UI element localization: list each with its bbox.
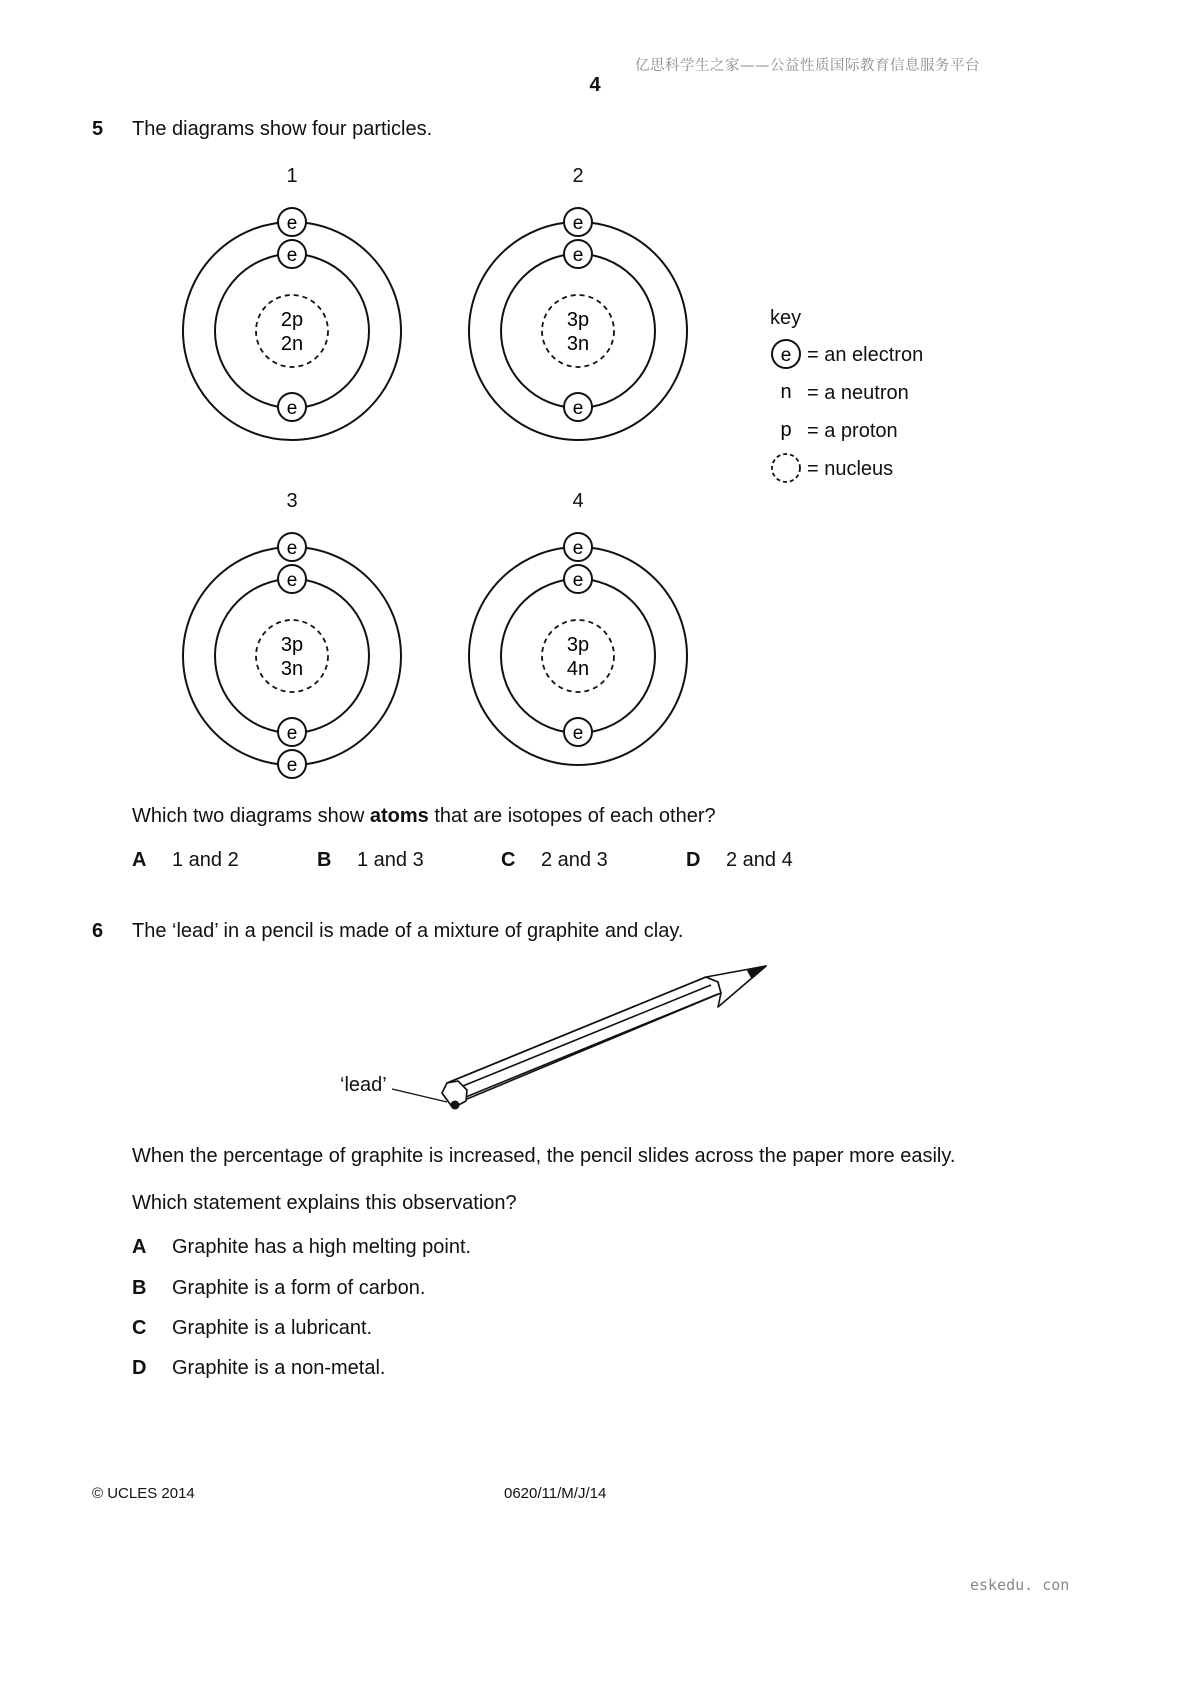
key-proton-text: = a proton <box>807 420 898 442</box>
site-watermark: eskedu. con <box>970 1576 1070 1594</box>
svg-text:e: e <box>780 345 792 366</box>
pencil-lead-dot <box>451 1101 460 1110</box>
q5-option-c-letter: C <box>501 849 516 871</box>
particle-2-label: 2 <box>572 165 584 187</box>
question-6-number: 6 <box>92 920 104 942</box>
nucleus-2-neutrons: 3n <box>566 333 590 355</box>
question-5-stem: The diagrams show four particles. <box>132 118 433 140</box>
key-title: key <box>770 307 802 329</box>
nucleus-1-protons: 2p <box>280 309 304 331</box>
atom-diagram-4 <box>469 533 687 765</box>
nucleus-2-protons: 3p <box>566 309 590 331</box>
atom-diagram-3 <box>183 533 401 778</box>
q6-option-d-letter: D <box>132 1357 147 1379</box>
page-number: 4 <box>589 74 601 96</box>
question-6-stem: The ‘lead’ in a pencil is made of a mixture of graphite and clay. <box>132 920 684 942</box>
nucleus-4-neutrons: 4n <box>566 658 590 680</box>
key-neutron-text: = a neutron <box>807 382 909 404</box>
atom-diagram-1 <box>183 208 401 440</box>
svg-text:e: e <box>572 538 584 559</box>
electron <box>564 533 592 561</box>
electron <box>278 240 306 268</box>
q5-option-d-text: 2 and 4 <box>726 849 793 871</box>
electron <box>278 565 306 593</box>
particle-4-label: 4 <box>572 490 584 512</box>
pencil-lead-label: ‘lead’ <box>340 1074 387 1096</box>
nucleus-1 <box>256 295 328 367</box>
q6-option-b-letter: B <box>132 1277 147 1299</box>
svg-text:e: e <box>286 723 298 744</box>
question-6-prompt: Which statement explains this observation? <box>132 1192 517 1214</box>
nucleus-3-neutrons: 3n <box>280 658 304 680</box>
lead-pointer-line <box>392 1089 447 1102</box>
q6-option-c-text: Graphite is a lubricant. <box>172 1317 373 1339</box>
electron <box>564 208 592 236</box>
electron <box>564 240 592 268</box>
electron <box>278 208 306 236</box>
q6-option-a-letter: A <box>132 1236 147 1258</box>
key-proton-symbol: p <box>780 419 792 441</box>
electron <box>278 533 306 561</box>
key-electron-text: = an electron <box>807 344 924 366</box>
svg-text:e: e <box>286 570 298 591</box>
footer-copyright: © UCLES 2014 <box>92 1485 195 1502</box>
q5-option-d-letter: D <box>686 849 701 871</box>
q5-option-c-text: 2 and 3 <box>541 849 608 871</box>
q6-option-b-text: Graphite is a form of carbon. <box>172 1277 426 1299</box>
svg-text:e: e <box>572 570 584 591</box>
nucleus-2 <box>542 295 614 367</box>
q5-option-b-text: 1 and 3 <box>357 849 424 871</box>
key-neutron-symbol: n <box>780 381 792 403</box>
particle-3-label: 3 <box>286 490 298 512</box>
watermark-text: 亿思科学生之家——公益性质国际教育信息服务平台 <box>635 58 980 74</box>
q5-option-a-text: 1 and 2 <box>172 849 239 871</box>
svg-text:e: e <box>286 213 298 234</box>
question-5-emphasis: atoms <box>369 805 429 827</box>
q5-option-b-letter: B <box>317 849 332 871</box>
question-5-number: 5 <box>92 118 104 140</box>
atom-diagram-2 <box>469 208 687 440</box>
svg-text:e: e <box>286 755 298 776</box>
question-6-observation: When the percentage of graphite is increased, the pencil slides across the paper more easily. <box>132 1145 956 1167</box>
svg-text:e: e <box>286 538 298 559</box>
electron <box>564 393 592 421</box>
svg-text:e: e <box>572 213 584 234</box>
electron <box>278 393 306 421</box>
particle-1-label: 1 <box>286 165 298 187</box>
key-nucleus-text: = nucleus <box>807 458 894 480</box>
nucleus-4 <box>542 620 614 692</box>
nucleus-3 <box>256 620 328 692</box>
electron <box>278 750 306 778</box>
question-5-prompt: Which two diagrams show atoms that are isotopes of each other? <box>132 805 716 827</box>
key-nucleus-icon <box>772 454 800 482</box>
svg-text:e: e <box>572 398 584 419</box>
nucleus-1-neutrons: 2n <box>280 333 304 355</box>
svg-text:e: e <box>286 398 298 419</box>
pencil-illustration <box>0 940 1190 1140</box>
key-electron-icon <box>772 340 800 368</box>
nucleus-4-protons: 3p <box>566 634 590 656</box>
footer-paper-code: 0620/11/M/J/14 <box>504 1485 607 1502</box>
q6-option-d-text: Graphite is a non-metal. <box>172 1357 386 1379</box>
svg-text:e: e <box>572 245 584 266</box>
electron <box>564 565 592 593</box>
nucleus-3-protons: 3p <box>280 634 304 656</box>
q5-option-a-letter: A <box>132 849 147 871</box>
svg-text:e: e <box>286 245 298 266</box>
electron <box>564 718 592 746</box>
q6-option-a-text: Graphite has a high melting point. <box>172 1236 472 1258</box>
svg-text:e: e <box>572 723 584 744</box>
q6-option-c-letter: C <box>132 1317 147 1339</box>
electron <box>278 718 306 746</box>
